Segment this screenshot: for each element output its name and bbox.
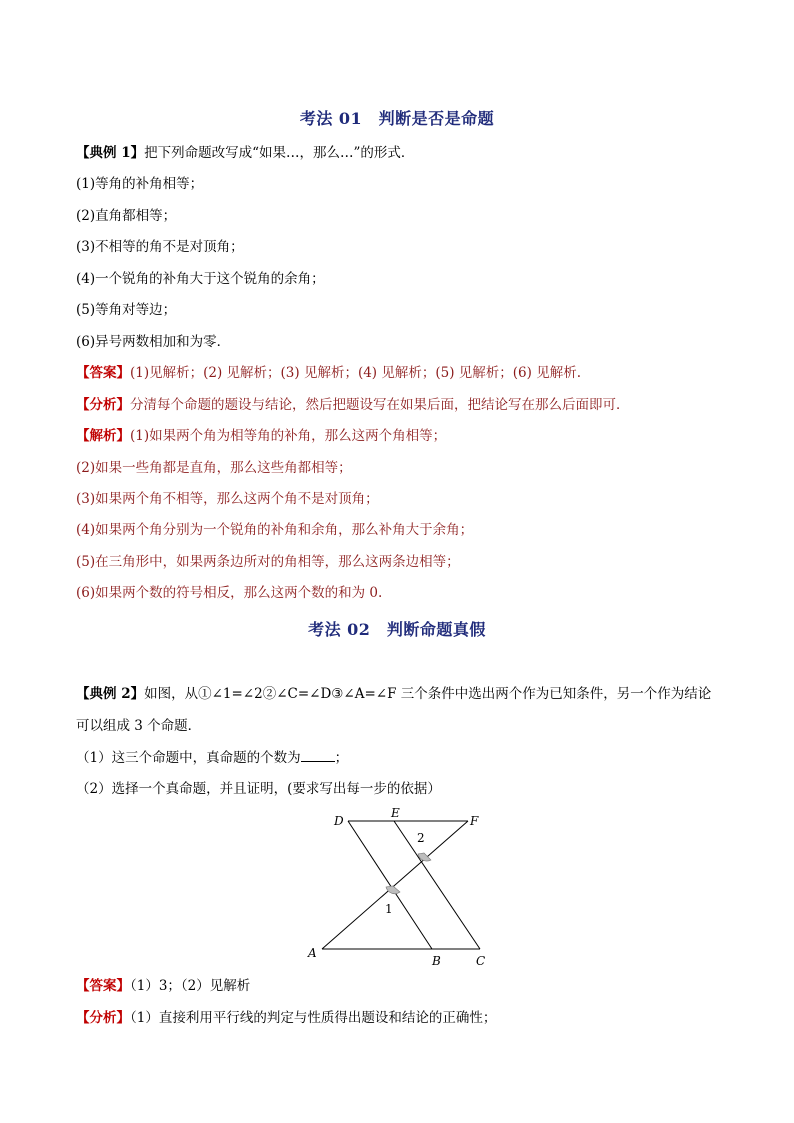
question-1-end: ；: [334, 750, 349, 766]
label-C: C: [476, 954, 486, 968]
example-2-answer: [76, 976, 250, 996]
answer-blank: [301, 749, 335, 762]
label-A: A: [308, 946, 317, 960]
example-1-item-4: (4)一个锐角的补角大于这个锐角的余角；: [76, 271, 325, 287]
label-angle-1: 1: [385, 902, 393, 916]
label-E: E: [391, 806, 400, 820]
analysis-tag: 【分析】: [76, 397, 130, 413]
geometry-figure: [300, 805, 500, 970]
example-1-item-3: (3)不相等的角不是对顶角；: [76, 239, 244, 255]
example-2-question-1: [76, 748, 348, 768]
solution-line-2: (2)如果一些角都是直角，那么这些角都相等；: [76, 460, 352, 476]
section-1-title: 考法 01 判断是否是命题: [299, 109, 495, 128]
answer-2-text: （1）3；（2）见解析: [130, 978, 251, 994]
example-1-item-5: (5)等角对等边；: [76, 302, 177, 318]
label-angle-2: 2: [417, 831, 425, 845]
example-1-tag: 【典例 1】: [76, 145, 145, 161]
analysis-2-text: （1）直接利用平行线的判定与性质得出题设和结论的正确性；: [130, 1010, 497, 1026]
example-1-item-1: (1)等角的补角相等；: [76, 176, 204, 192]
example-1-item-2: (2)直角都相等；: [76, 208, 177, 224]
question-1-text: （1）这三个命题中，真命题的个数为: [76, 750, 301, 766]
example-1-prompt: [76, 143, 414, 163]
line-EC: [394, 821, 480, 949]
label-B: B: [432, 954, 441, 968]
answer-2-tag: 【答案】: [76, 978, 130, 994]
example-2-analysis: [76, 1008, 496, 1028]
analysis-2-tag: 【分析】: [76, 1010, 130, 1026]
example-1-analysis: [76, 395, 630, 415]
solution-line-5: (5)在三角形中，如果两条边所对的角相等，那么这两条边相等；: [76, 554, 460, 570]
analysis-text: 分清每个命题的题设与结论，然后把题设写在如果后面，把结论写在那么后面即可．: [130, 397, 630, 413]
line-AF: [322, 821, 468, 949]
example-2-text-2: 可以组成 3 个命题．: [76, 718, 202, 734]
solution-line-3: (3)如果两个角不相等，那么这两个角不是对顶角；: [76, 491, 379, 507]
example-1-text: 把下列命题改写成“如果…，那么…”的形式．: [144, 145, 415, 161]
answer-text: (1)见解析；(2) 见解析；(3) 见解析；(4) 见解析；(5) 见解析；(6) 见解析.: [130, 365, 581, 381]
solution-line-4: (4)如果两个角分别为一个锐角的补角和余角，那么补角大于余角；: [76, 522, 474, 538]
label-D: D: [334, 814, 344, 828]
solution-tag: 【解析】: [76, 428, 130, 444]
answer-tag: 【答案】: [76, 365, 130, 381]
example-2-tag: 【典例 2】: [76, 686, 145, 702]
example-2-question-2: （2）选择一个真命题，并且证明，(要求写出每一步的依据）: [76, 781, 441, 797]
example-2-text-1: 如图，从①∠1=∠2②∠C=∠D③∠A=∠F 三个条件中选出两个作为已知条件，另一个作为结论: [144, 686, 712, 702]
angle-1-arc: [386, 886, 400, 894]
solution-line-1: (1)如果两个角为相等角的补角，那么这两个角相等；: [130, 428, 447, 444]
label-F: F: [470, 814, 479, 828]
example-1-item-6: (6)异号两数相加和为零．: [76, 334, 231, 350]
solution-line-6: (6)如果两个数的符号相反，那么这两个数的和为 0.: [76, 585, 383, 601]
example-1-solution: [76, 426, 446, 446]
example-1-answer: [76, 363, 581, 383]
example-2-prompt: [76, 684, 711, 704]
section-2-title: 考法 02 判断命题真假: [308, 620, 486, 639]
